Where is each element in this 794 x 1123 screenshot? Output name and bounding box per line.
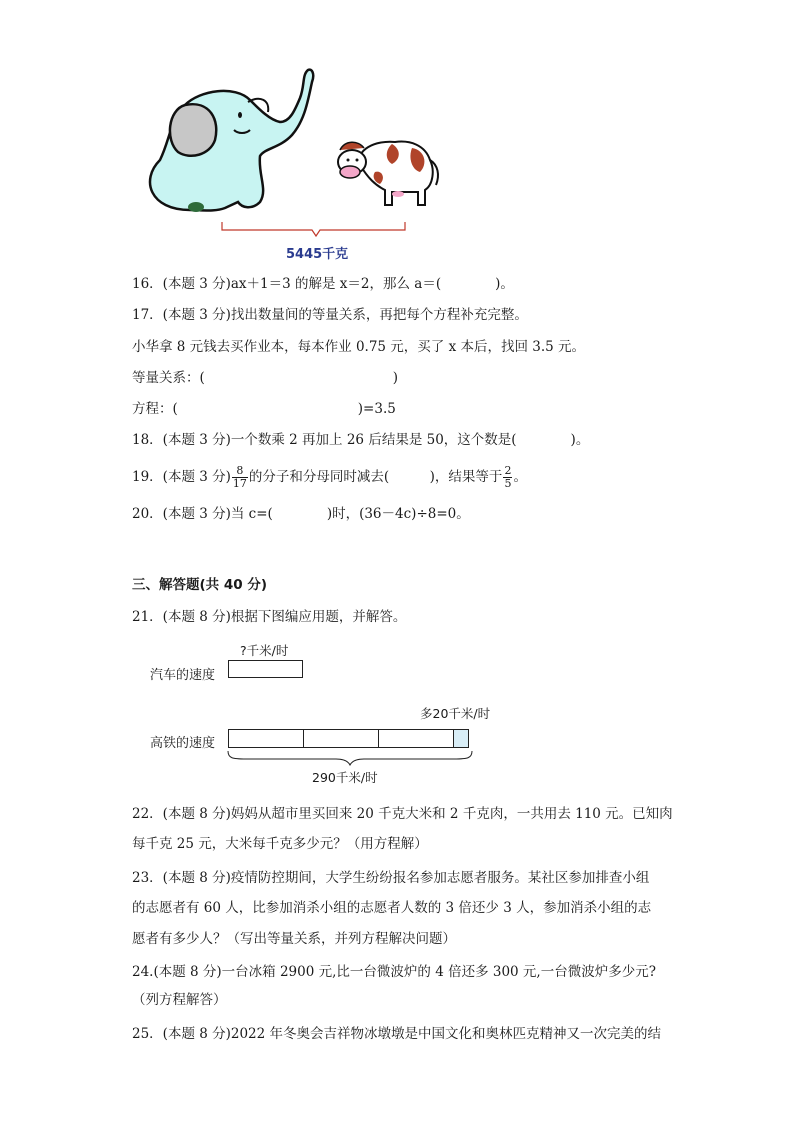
equation-close: )=3.5 [357,401,396,417]
car-speed-label: 汽车的速度 [150,668,216,683]
train-extra-label: 多20千米/时 [420,706,491,721]
question-24-line-1: 24.(本题 8 分)一台冰箱 2900 元,比一台微波炉的 4 倍还多 300 元,一台微波炉多少元? [132,964,656,980]
question-19-middle: 的分子和分母同时减去( )，结果等于 [248,469,503,485]
question-17-story: 小华拿 8 元钱去买作业本，每本作业 0.75 元，买了 x 本后，找回 3.5 元。 [132,339,586,355]
frac-denominator: 5 [504,477,512,490]
question-22-line-2: 每千克 25 元，大米每千克多少元？（用方程解） [132,836,428,852]
question-17: 17．(本题 3 分)找出数量间的等量关系，再把每个方程补充完整。 [132,307,528,323]
fraction-2-5 [503,465,512,490]
relation-label: 等量关系：( [132,370,205,386]
relation-close: ) [392,370,399,386]
cow-icon [338,142,438,205]
question-22-line-1: 22．(本题 8 分)妈妈从超市里买回来 20 千克大米和 2 千克肉，一共用去 110 元。已知肉 [132,806,673,822]
question-19 [132,463,527,491]
train-total-label: 290千米/时 [312,770,378,785]
question-19-prefix: 19．(本题 3 分) [132,469,231,485]
elephant-icon [150,70,313,212]
question-25-line-1: 25．(本题 8 分)2022 年冬奥会吉祥物冰墩墩是中国文化和奥林匹克精神又一次完美的结 [132,1026,662,1042]
question-18: 18．(本题 3 分)一个数乘 2 再加上 26 后结果是 50，这个数是( )。 [132,432,590,448]
equation-label: 方程：( [132,401,178,417]
weight-label: 5445千克 [286,247,349,262]
frac-numerator: 8 [232,465,248,478]
question-17-relation [132,368,398,388]
elephant-cow-illustration [130,60,450,265]
train-extra-segment [453,729,469,748]
question-20: 20．(本题 3 分)当 c=( )时，(36－4c)÷8=0。 [132,506,470,522]
car-speed-bar [228,660,303,678]
train-segment [378,729,454,748]
train-segment [303,729,379,748]
question-21: 21．(本题 8 分)根据下图编应用题，并解答。 [132,609,407,625]
section-3-heading: 三、解答题(共 40 分) [132,577,268,593]
frac-numerator: 2 [504,464,512,477]
question-19-suffix: 。 [513,469,527,485]
elephant-cow-figure [130,60,450,265]
weight-brace [222,222,405,236]
car-speed-unknown: ?千米/时 [240,643,289,658]
train-speed-bar [228,729,470,748]
fraction-8-17 [232,465,248,490]
question-17-equation [132,399,396,419]
train-segment [228,729,304,748]
question-16: 16．(本题 3 分)ax＋1＝3 的解是 x＝2，那么 a＝( )。 [132,276,514,292]
train-speed-label: 高铁的速度 [150,736,216,751]
question-24-line-2: （列方程解答） [132,992,227,1008]
train-total-brace [226,749,474,767]
frac-denominator: 17 [232,477,247,490]
question-23-line-1: 23．(本题 8 分)疫情防控期间，大学生纷纷报名参加志愿者服务。某社区参加排查小组 [132,870,650,886]
question-23-line-3: 愿者有多少人？（写出等量关系，并列方程解决问题） [132,931,456,947]
question-23-line-2: 的志愿者有 60 人，比参加消杀小组的志愿者人数的 3 倍还少 3 人，参加消杀小组的志 [132,900,652,916]
